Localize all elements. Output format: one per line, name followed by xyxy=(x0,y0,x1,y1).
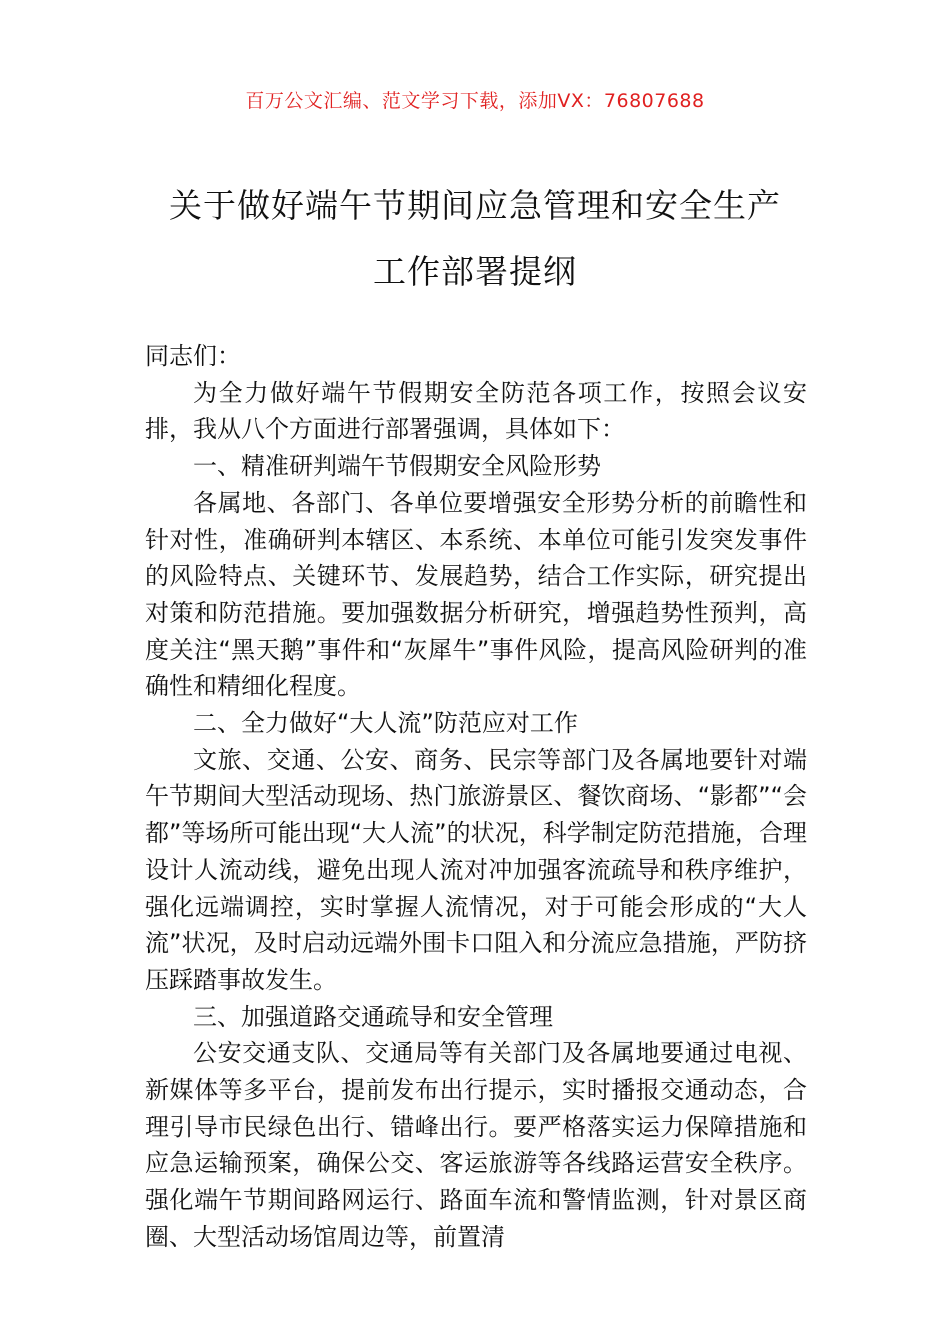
watermark-header: 百万公文汇编、范文学习下载，添加VX：76807688 xyxy=(245,90,705,112)
document-body xyxy=(145,338,807,1256)
section-body-2: 文旅、交通、公安、商务、民宗等部门及各属地要针对端午节期间大型活动现场、热门旅游景区、餐饮商场、“影都”“会都”等场所可能出现“大人流”的状况，科学制定防范措施，合理设计人流动线，避免出现人流对冲加强客流疏导和秩序维护，强化远端调控，实时掌握人流情况，对于可能会形成的“大人流”状况，及时启动远端外围卡口阻入和分流应急措施，严防挤压踩踏事故发生。 xyxy=(145,745,807,994)
section-heading-2: 二、全力做好“大人流”防范应对工作 xyxy=(193,709,578,738)
section-heading-3: 三、加强道路交通疏导和安全管理 xyxy=(193,1002,553,1031)
document-title-line1: 关于做好端午节期间应急管理和安全生产 xyxy=(169,186,781,225)
section-body-3: 公安交通支队、交通局等有关部门及各属地要通过电视、新媒体等多平台，提前发布出行提示，实时播报交通动态，合理引导市民绿色出行、错峰出行。要严格落实运力保障措施和应急运输预案，确保公交、客运旅游等各线路运营安全秩序。强化端午节期间路网运行、路面车流和警情监测，针对景区商圈、大型活动场馆周边等，前置清 xyxy=(145,1039,807,1251)
document-title-line2: 工作部署提纲 xyxy=(373,252,577,291)
salutation: 同志们： xyxy=(145,342,241,370)
section-body-1: 各属地、各部门、各单位要增强安全形势分析的前瞻性和针对性，准确研判本辖区、本系统、本单位可能引发突发事件的风险特点、关键环节、发展趋势，结合工作实际，研究提出对策和防范措施。要加强数据分析研究，增强趋势性预判，高度关注“黑天鹅”事件和“灰犀牛”事件风险，提高风险研判的准确性和精细化程度。 xyxy=(145,488,807,701)
intro-paragraph: 为全力做好端午节假期安全防范各项工作，按照会议安排，我从八个方面进行部署强调，具体如下： xyxy=(145,378,807,444)
section-heading-1: 一、精准研判端午节假期安全风险形势 xyxy=(193,452,601,481)
